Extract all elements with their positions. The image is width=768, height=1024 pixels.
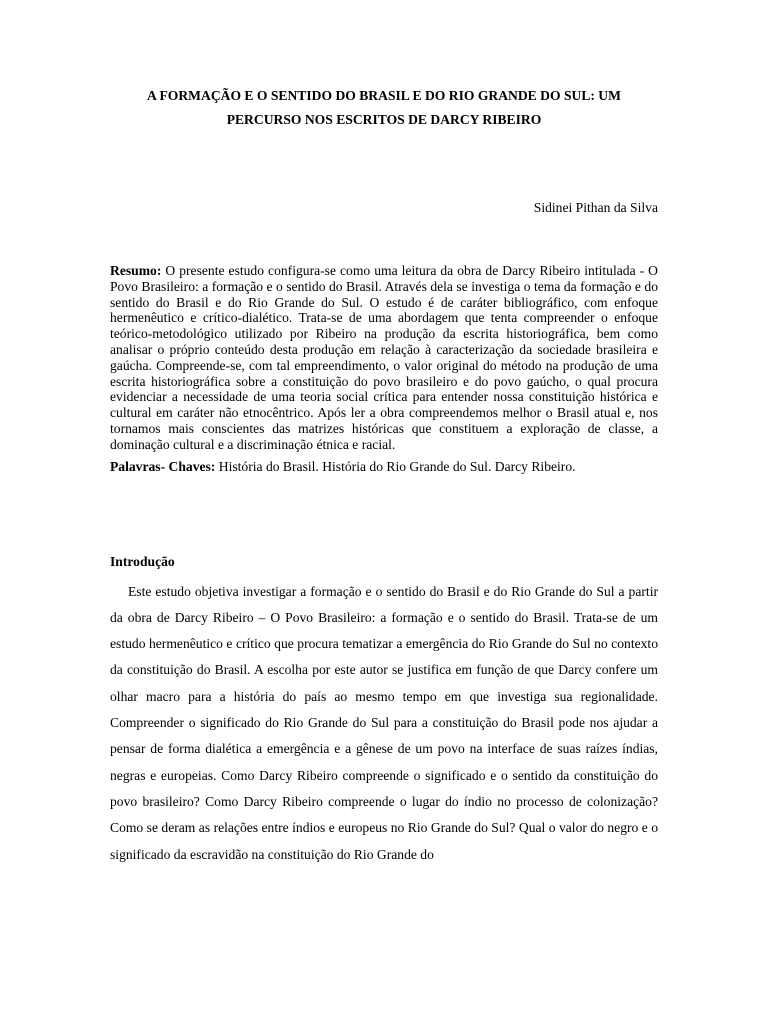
paper-title [110,84,658,132]
abstract-label: Resumo: [110,263,162,278]
introduction-heading: Introdução [110,553,175,569]
introduction-paragraph: Este estudo objetiva investigar a formação e o sentido do Brasil e do Rio Grande do Sul a partir da obra de Darcy Ribeiro – O Povo Brasileiro: a formação e o sentido do Brasil. Trata-se de um estudo hermenêutico e crítico que procura tematizar a emergência do Rio Grande do Sul no contexto da constituição do Brasil. A escolha por este autor se justifica em função de que Darcy confere um olhar macro para a história do país ao mesmo tempo em que investiga sua regionalidade. Compreender o significado do Rio Grande do Sul para a constituição do Brasil pode nos ajudar a pensar de forma dialética a emergência e a gênese de um povo na interface de suas raízes índias, negras e europeias. Como Darcy Ribeiro compreende o significado e o sentido da constituição do povo brasileiro? Como Darcy Ribeiro compreende o lugar do índio no processo de colonização? Como se deram as relações entre índios e europeus no Rio Grande do Sul? Qual o valor do negro e o significado da escravidão na constituição do Rio Grande do [110,583,658,862]
abstract [110,263,658,453]
keywords [110,459,658,475]
paper-title-line-1: A FORMAÇÃO E O SENTIDO DO BRASIL E DO RIO GRANDE DO SUL: UM [147,88,621,103]
author-name: Sidinei Pithan da Silva [533,200,658,215]
abstract-text: O presente estudo configura-se como uma leitura da obra de Darcy Ribeiro intitulada - O Povo Brasileiro: a formação e o sentido do Brasil. Através dela se investiga o tema da formação e do sentido do Brasil e do Rio Grande do Sul. O estudo é de caráter bibliográfico, com enfoque hermenêutico e crítico-dialético. Trata-se de uma abordagem que tenta compreender o enfoque teórico-metodológico utilizado por Ribeiro na produção da escrita historiográfica, bem como analisar o próprio conteúdo desta produção em relação à caracterização da sociedade brasileira e gaúcha. Compreende-se, com tal empreendimento, o valor original do método na produção de uma escrita historiográfica sobre a constituição do povo brasileiro e do povo gaúcho, o qual procura evidenciar a necessidade de uma teoria social crítica para entender nossa constituição histórica e cultural em caráter não etnocêntrico. Após ler a obra compreendemos melhor o Brasil atual e, nos tornamos mais conscientes das matrizes históricas que constituem a exploração de classe, a dominação cultural e a discriminação étnica e racial. [110,263,659,452]
document-page [110,84,658,868]
keywords-text: História do Brasil. História do Rio Grande do Sul. Darcy Ribeiro. [218,458,576,474]
keywords-label: Palavras- Chaves: [110,458,216,474]
paper-title-line-2: PERCURSO NOS ESCRITOS DE DARCY RIBEIRO [226,112,542,127]
